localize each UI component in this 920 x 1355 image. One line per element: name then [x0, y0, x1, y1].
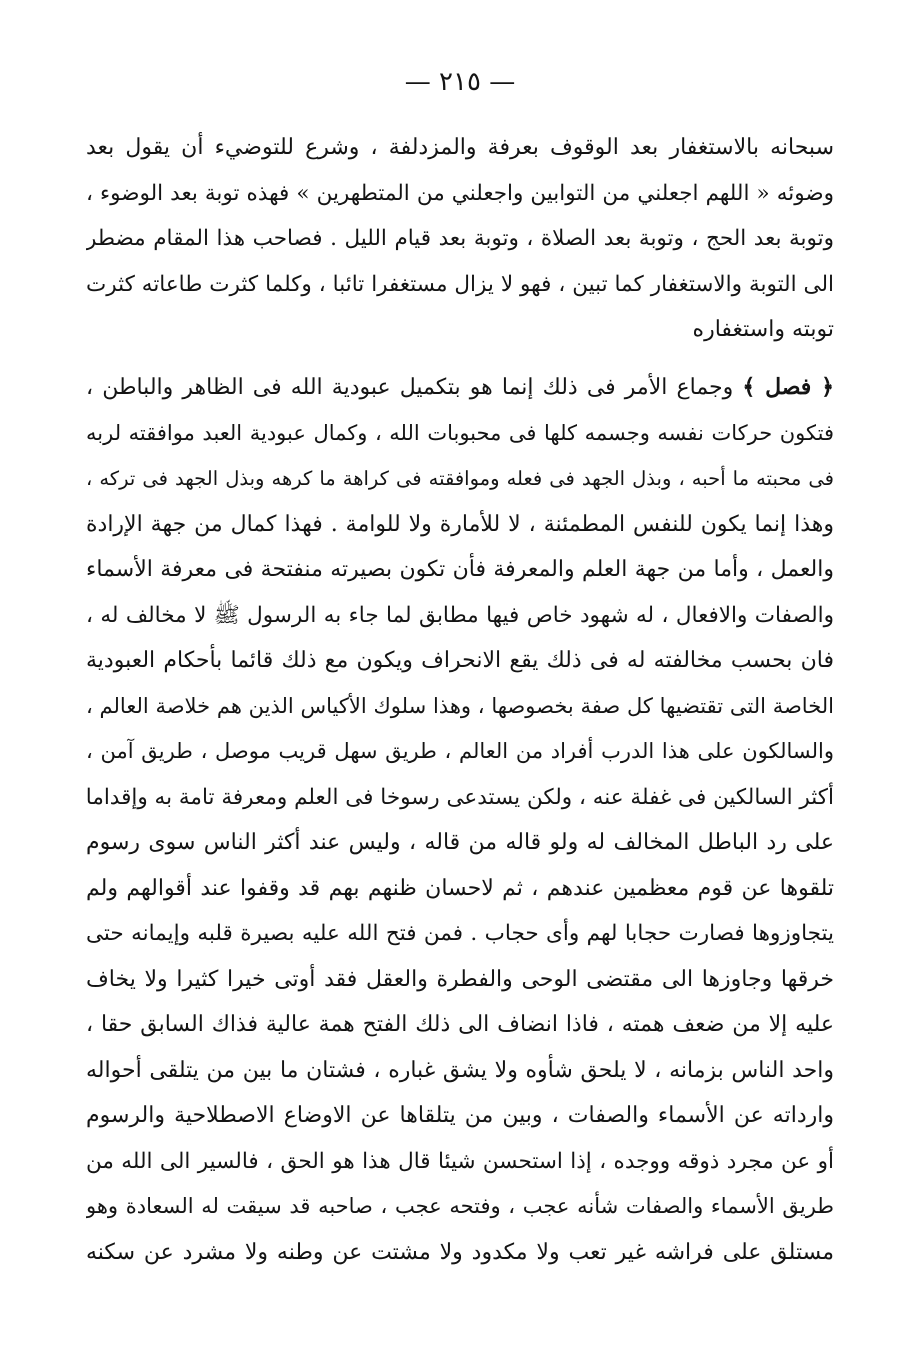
- text-line: يتجاوزوها فصارت حجابا لهم وأى حجاب . فمن فتح الله عليه بصيرة قلبه وإيمانه حتى: [86, 921, 834, 946]
- paragraph-1: [86, 125, 834, 353]
- text-line: الى التوبة والاستغفار كما تبين ، فهو لا يزال مستغفرا تائبا ، وكلما كثرت طاعاته كثرت: [86, 271, 834, 297]
- text-line: مستلق على فراشه غير تعب ولا مكدود ولا مشتت عن وطنه ولا مشرد عن سكنه: [86, 1239, 834, 1265]
- page-number: — ٢١٥ —: [404, 67, 516, 97]
- text-line-first: [86, 365, 834, 411]
- text-line: على رد الباطل المخالف له ولو قاله من قاله ، وليس عند أكثر الناس سوى رسوم: [86, 830, 834, 855]
- text-line: خرقها وجاوزها الى مقتضى الوحى والفطرة والعقل فقد أوتى خيرا كثيرا ولا يخاف: [86, 966, 834, 992]
- text-line: فى محبته ما أحبه ، وبذل الجهد فى فعله وموافقته فى كراهة ما كرهه وبذل الجهد فى تركه ،: [86, 467, 834, 490]
- text-line: الخاصة التى تقتضيها كل صفة بخصوصها ، وهذا سلوك الأكياس الذين هم خلاصة العالم ،: [86, 693, 834, 718]
- text-line: وضوئه « اللهم اجعلني من التوابين واجعلني من المتطهرين » فهذه توبة بعد الوضوء ،: [86, 180, 834, 206]
- text-line: والصفات والافعال ، له شهود خاص فيها مطابق لما جاء به الرسول ﷺ لا مخالف له ،: [86, 602, 834, 628]
- text-line: طريق الأسماء والصفات شأنه عجب ، وفتحه عجب ، صاحبه قد سيقت له السعادة وهو: [86, 1194, 834, 1218]
- first-line-text: وجماع الأمر فى ذلك إنما هو بتكميل عبودية الله فى الظاهر والباطن ،: [86, 375, 734, 400]
- text-line: واحد الناس بزمانه ، لا يلحق شأوه ولا يشق غباره ، فشتان ما بين من يتلقى أحواله: [86, 1057, 834, 1083]
- text-line: وتوبة بعد الحج ، وتوبة بعد الصلاة ، وتوبة بعد قيام الليل . فصاحب هذا المقام مضطر: [86, 226, 834, 251]
- text-line: وهذا إنما يكون للنفس المطمئنة ، لا للأمارة ولا للوامة . فهذا كمال من جهة الإرادة: [86, 511, 834, 537]
- text-line: أو عن مجرد ذوقه ووجده ، إذا استحسن شيئا قال هذا هو الحق ، فالسير الى الله من: [86, 1148, 834, 1174]
- paragraph-2: [86, 365, 834, 1275]
- text-line: تلقوها عن قوم معظمين عندهم ، ثم لاحسان ظنهم بهم قد وقفوا عند أقوالهم ولم: [86, 875, 834, 901]
- text-line: أكثر السالكين فى غفلة عنه ، ولكن يستدعى رسوخا فى العلم ومعرفة تامة به وإقداما: [86, 784, 834, 810]
- text-line: سبحانه بالاستغفار بعد الوقوف بعرفة والمزدلفة ، وشرع للتوضيء أن يقول بعد: [86, 135, 834, 160]
- text-line: عليه إلا من ضعف همته ، فاذا انضاف الى ذلك الفتح همة عالية فذاك السابق حقا ،: [86, 1012, 834, 1037]
- text-line: فتكون حركات نفسه وجسمه كلها فى محبوبات الله ، وكمال عبودية العبد موافقته لربه: [86, 420, 834, 445]
- text-line: والعمل ، وأما من جهة العلم والمعرفة فأن تكون بصيرته منفتحة فى معرفة الأسماء: [86, 557, 834, 582]
- section-label: ﴿ فصل ﴾: [742, 374, 834, 400]
- text-line: وارداته عن الأسماء والصفات ، وبين من يتلقاها عن الاوضاع الاصطلاحية والرسوم: [86, 1103, 834, 1128]
- text-line: فان بحسب مخالفته له فى ذلك يقع الانحراف ويكون مع ذلك قائما بأحكام العبودية: [86, 648, 834, 673]
- text-line: توبته واستغفاره: [692, 317, 834, 342]
- text-line: والسالكون على هذا الدرب أفراد من العالم ، طريق سهل قريب موصل ، طريق آمن ،: [86, 739, 834, 763]
